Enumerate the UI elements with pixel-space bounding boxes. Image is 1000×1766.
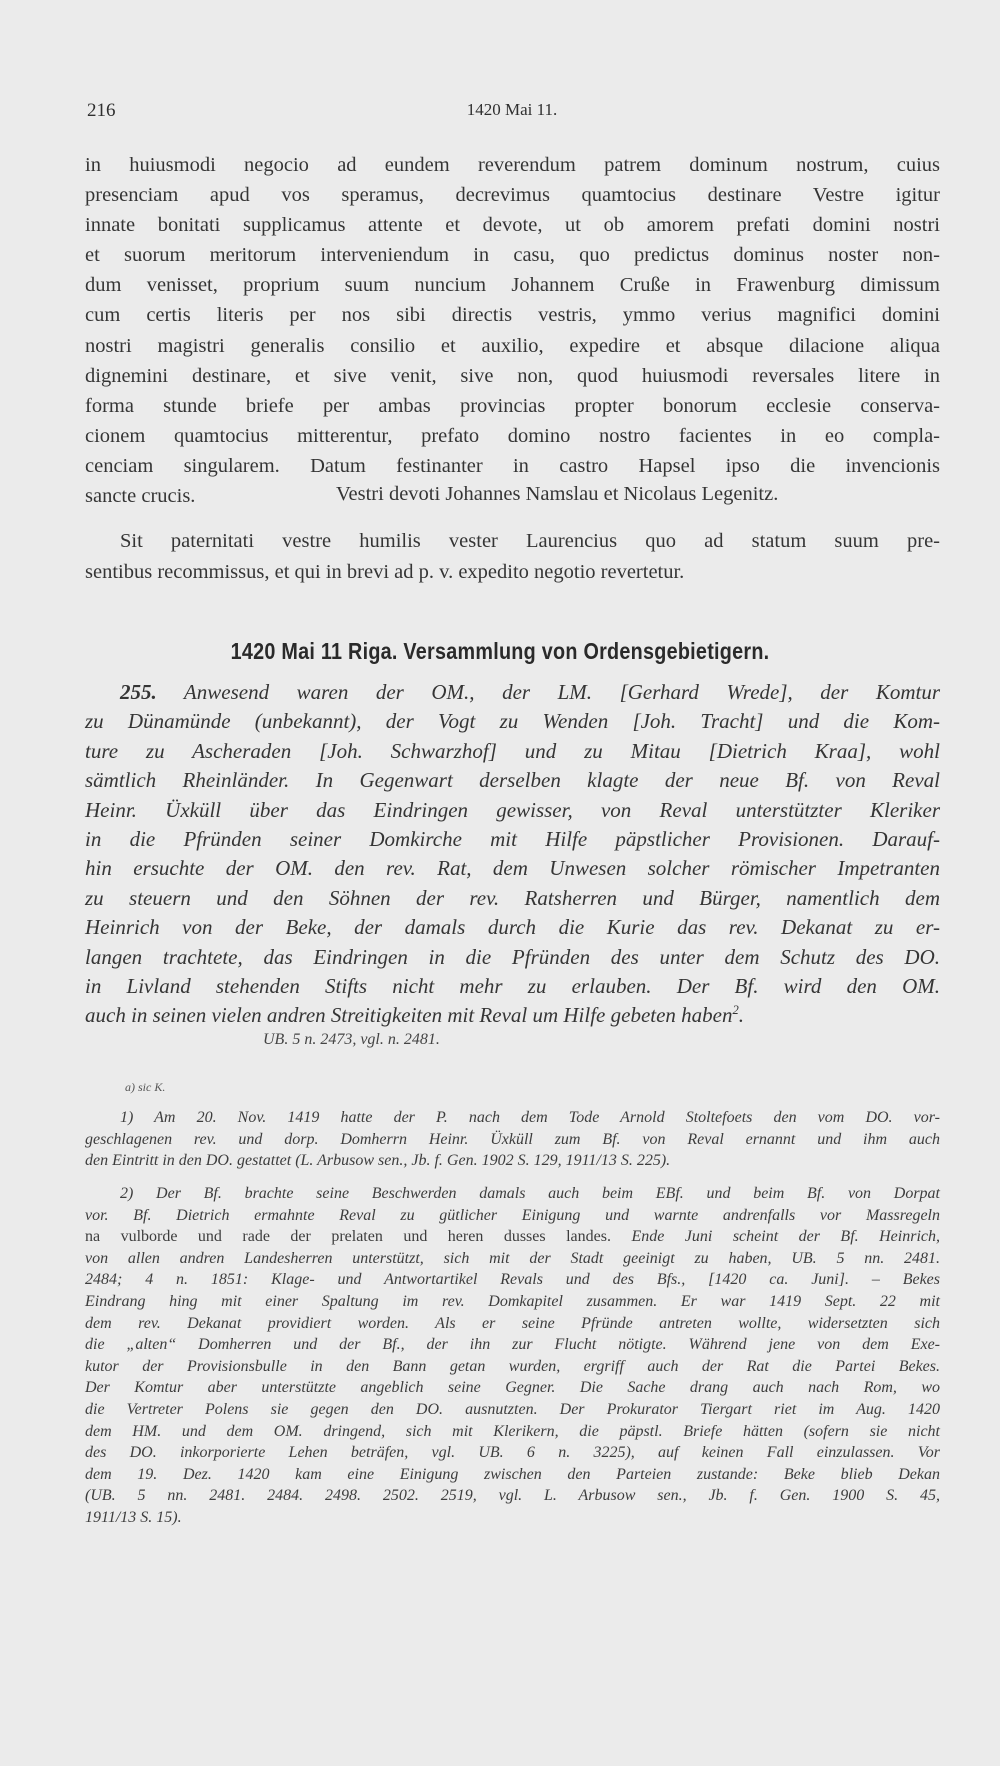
source-citation: UB. 5 n. 2473, vgl. n. 2481. [263, 1031, 440, 1048]
page-header [87, 100, 937, 130]
signature-line: Vestri devoti Johannes Namslau et Nicolaus Legenitz. [336, 483, 779, 505]
text-line: sämtlich Rheinländer. In Gegenwart derselben klagte der neue Bf. von Reval [85, 768, 940, 793]
text-line: in die Pfründen seiner Domkirche mit Hilfe päpstlicher Provisionen. Darauf- [85, 827, 940, 852]
footnote-line: von allen andren Landesherren unterstützt, sich mit der Stadt geeinigt zu haben, UB. 5 nn. 2481. [85, 1249, 940, 1267]
text-line: nostri magistri generalis consilio et auxilio, expedire et absque dilacione aliqua [85, 334, 940, 357]
footnote-line: des DO. inkorporierte Lehen beträfen, vgl. UB. 6 n. 3225), auf keinen Fall einzulassen. Vor [85, 1444, 940, 1462]
quoted-low-german-text: na vulborde und rade der prelaten und heren dusses landes. [85, 1228, 611, 1246]
footnote-line: geschlagenen rev. und dorp. Domherrn Heinr. Üxküll zum Bf. von Reval ernannt und ihm auch [85, 1130, 940, 1148]
footnote-ref-2: 2 [732, 1003, 739, 1018]
footnote-1 [85, 1107, 940, 1172]
running-head: 1420 Mai 11. [466, 100, 558, 119]
regest-line-text: auch in seinen vielen andren Streitigkeiten mit Reval um Hilfe gebeten haben [85, 1003, 733, 1028]
text-line: et suorum meritorum interveniendum in casu, quo predictus dominus noster non- [85, 244, 940, 267]
text-line: sentibus recommissus, et qui in brevi ad p. v. expedito negotio revertetur. [85, 560, 685, 583]
footnote-line: dem 19. Dez. 1420 kam eine Einigung zwischen den Parteien zustande: Beke blieb Dekan [85, 1465, 940, 1483]
text-line: sancte crucis. [85, 485, 196, 508]
text-line: innate bonitati supplicamus attente et devote, ut ob amorem prefati domini nostri [85, 214, 940, 237]
footnote-2 [85, 1183, 940, 1529]
footnote-line: Eindrang hing mit einer Spaltung im rev. Domkapitel zusammen. Er war 1419 Sept. 22 mit [85, 1292, 940, 1310]
footnote-line: dem rev. Dekanat providiert worden. Als er seine Pfründe antreten wollte, widersetzten sich [85, 1314, 940, 1332]
footnote-line: die Vertreter Polens sie gegen den DO. ausnutzten. Der Prokurator Tiergart riet im Aug. 1420 [85, 1400, 940, 1418]
footnote-line: (UB. 5 nn. 2481. 2484. 2498. 2502. 2519, vgl. L. Arbusow sen., Jb. f. Gen. 1900 S. 45, [85, 1487, 940, 1505]
text-line: Heinrich von der Beke, der damals durch die Kurie das rev. Dekanat zu er- [85, 915, 940, 940]
footnote-line: 2) Der Bf. brachte seine Beschwerden damals auch beim EBf. und beim Bf. von Dorpat [120, 1185, 940, 1202]
footnote-line-tail: Ende Juni scheint der Bf. Heinrich, [631, 1228, 940, 1246]
footnote-line: die „alten“ Domherren und der Bf., der ihn zur Flucht nötigte. Während jene von dem Exe- [85, 1336, 940, 1354]
line-text: forma stunde briefe per ambas provincias propter bonorum ecclesie conserva- [85, 394, 940, 417]
text-line: hin ersuchte der OM. den rev. Rat, dem Unwesen solcher römischer Impetranten [85, 856, 940, 881]
text-line: presenciam apud vos speramus, decrevimus quamtocius destinare Vestre igitur [85, 184, 940, 207]
text-line: dum venisset, proprium suum nuncium Johannem Cruße in Frawenburg dimissum [85, 274, 940, 297]
text-line: cum certis literis per nos sibi directis vestris, ymmo verius magnifici domini [85, 304, 940, 327]
text-line: langen trachtete, das Eindringen in die Pfründen des unter dem Schutz des DO. [85, 944, 940, 969]
footnote-line: den Eintritt in den DO. gestattet (L. Arbusow sen., Jb. f. Gen. 1902 S. 129, 1911/13 S. 225). [85, 1152, 671, 1170]
section-heading: 1420 Mai 11 Riga. Versammlung von Ordensgebietigern. [230, 638, 770, 664]
text-line: in Livland stehenden Stifts nicht mehr zu erlauben. Der Bf. wird den OM. [85, 974, 940, 999]
regest-line-text: Anwesend waren der OM., der LM. [Gerhard Wrede], der Komtur [183, 680, 941, 704]
footnote-line: kutor der Provisionsbulle in den Bann getan wurden, ergriff auch der Rat die Partei Bekes. [85, 1357, 940, 1375]
footnote-line: 1) Am 20. Nov. 1419 hatte der P. nach dem Tode Arnold Stoltefoets den vom DO. vor- [120, 1109, 940, 1126]
footnote-line: 2484; 4 n. 1851: Klage- und Antwortartikel Revals und des Bfs., [1420 ca. Juni]. – Bekes [85, 1271, 940, 1289]
text-line: cenciam singularem. Datum festinanter in castro Hapsel ipso die invencionis [85, 454, 940, 477]
text-line: in huiusmodi negocio ad eundem reverendum patrem dominum nostrum, cuius [85, 154, 940, 176]
footnote-line: 1911/13 S. 15). [85, 1508, 182, 1526]
footnote-a: a) sic K. [125, 1080, 166, 1094]
text-line: dignemini destinare, et sive venit, sive non, quod huiusmodi reversales litere in [85, 364, 940, 387]
text-line: zu steuern und den Söhnen der rev. Ratsherren und Bürger, namentlich dem [85, 885, 940, 910]
text-line: ture zu Ascheraden [Joh. Schwarzhof] und zu Mitau [Dietrich Kraa], wohl [85, 738, 940, 763]
text-line-with-footnote [85, 391, 940, 421]
page-number: 216 [87, 100, 116, 121]
text-line: Heinr. Üxküll über das Eindringen gewisser, von Reval unterstützter Kleriker [85, 797, 940, 822]
regest-first-line [85, 678, 940, 707]
postscript-text [85, 526, 940, 587]
footnote-line: vor. Bf. Dietrich ermahnte Reval zu gütlicher Einigung und warnte andrenfalls vor Massregeln [85, 1206, 940, 1224]
regest-number: 255. [120, 680, 157, 704]
text-line: cionem quamtocius mitterentur, prefato domino nostro facientes in eo compla- [85, 424, 940, 447]
footnote-line: Der Komtur aber unterstützte angeblich seine Gegner. Die Sache drang auch nach Rom, wo [85, 1379, 940, 1397]
text-line: Sit paternitati vestre humilis vester Laurencius quo ad statum suum pre- [120, 530, 940, 552]
latin-letter-text [85, 150, 940, 511]
regest-last-line: auch in seinen vielen andren Streitigkeiten mit Reval um Hilfe gebeten haben$^2$. [85, 1003, 745, 1028]
footnote-line: dem HM. und dem OM. dringend, sich mit Klerikern, die päpstl. Briefe hätten (sofern sie nicht [85, 1422, 940, 1440]
text-line: zu Dünamünde (unbekannt), der Vogt zu Wenden [Joh. Tracht] und die Kom- [85, 709, 940, 734]
regest-text [85, 678, 940, 1031]
footnote-line-mixed [85, 1226, 940, 1248]
